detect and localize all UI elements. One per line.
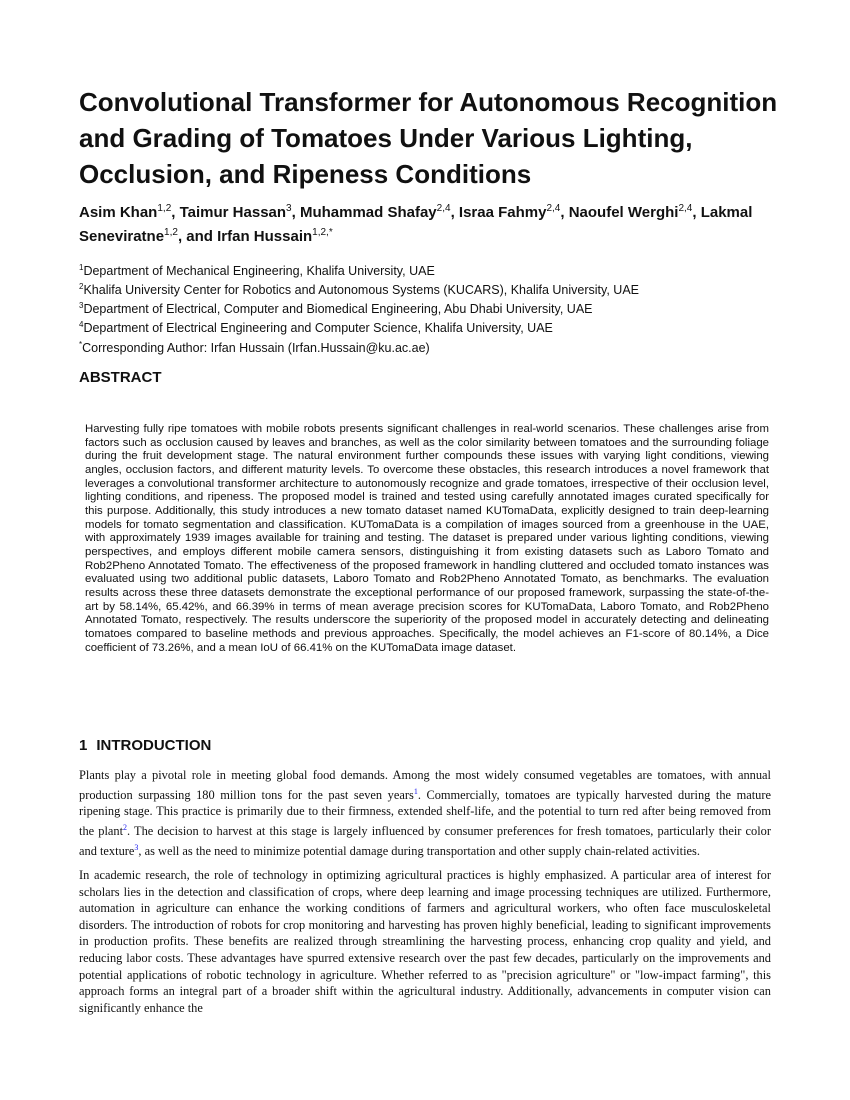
section-number: 1 [79,737,88,754]
arxiv-identifier-stamp [20,310,64,780]
author-affiliation-mark: 1,2,* [312,227,333,238]
author-separator: , [171,204,180,221]
abstract-heading: ABSTRACT [79,369,162,386]
introduction-paragraph-1 [79,767,771,859]
affiliation-text: Department of Mechanical Engineering, Khalifa University, UAE [83,264,435,279]
affiliation-item [79,337,779,356]
affiliation-text: Department of Electrical Engineering and Computer Science, Khalifa University, UAE [83,321,553,336]
author-name: Israa Fahmy [458,204,547,221]
affiliation-mark: 4 [79,320,84,330]
author-name: Lakmal Seneviratne [79,204,753,245]
affiliation-text: Khalifa University Center for Robotics and Autonomous Systems (KUCARS), Khalifa University, UAE [83,283,639,298]
author-affiliation-mark: 2,4 [436,203,451,214]
author-separator: , [450,204,459,221]
paragraph-text: . The decision to harvest at this stage is largely influenced by consumer preferences for fresh tomatoes, particularly their color and texture [79,824,771,858]
author-separator: , [291,204,300,221]
author-name: Asim Khan [79,204,158,221]
author-name: Taimur Hassan [179,204,287,221]
author-name: Irfan Hussain [217,228,313,245]
author-list [79,199,789,247]
section-title: INTRODUCTION [96,737,212,754]
citation-link[interactable]: 3 [134,842,139,852]
affiliation-item [79,317,779,336]
author-separator: , and [177,228,218,245]
author-separator: , [560,204,569,221]
affiliation-mark: * [79,339,83,349]
author-name: Naoufel Werghi [568,204,679,221]
citation-link[interactable]: 2 [123,822,128,832]
citation-link[interactable]: 1 [413,786,418,796]
paragraph-text: Plants play a pivotal role in meeting global food demands. Among the most widely consumed vegetables are tomatoes, with annual production surpassing 180 million tons for the past seven years [79,768,771,802]
affiliation-item [79,298,779,317]
affiliation-mark: 3 [79,301,84,311]
author-affiliation-mark: 1,2 [164,227,178,238]
affiliation-mark: 2 [79,282,84,292]
affiliation-text: Department of Electrical, Computer and Biomedical Engineering, Abu Dhabi University, UAE [83,302,593,317]
introduction-paragraph-2: In academic research, the role of technology in optimizing agricultural practices is highly emphasized. A particular area of interest for scholars lies in the detection and classification of crops, where deep learning and image processing techniques are utilized. Furthermore, automation in agriculture can enhance the working conditions of farmers and agricultural workers, who often face musculoskeletal disorders. The introduction of robots for crop monitoring and harvesting has proven highly beneficial, leading to significant improvements in production profits. These benefits are realized through streamlining the harvesting process, enhancing crop quality and yield, and reducing labor costs. These advantages have spurred extensive research over the past few decades, particularly on the improvements and potential applications of robotic technology in agriculture. Whether referred to as "precision agriculture" or "low-impact farming", this approach forms an integral part of a broader shift within the agricultural industry. Additionally, advancements in computer vision can significantly enhance the [79,868,771,1015]
author-affiliation-mark: 1,2 [157,203,172,214]
author-affiliation-mark: 3 [286,203,292,214]
paper-title: Convolutional Transformer for Autonomous Recognition and Grading of Tomatoes Under Various Lighting, Occlusion, and Ripeness Conditions [79,87,778,189]
affiliation-text: Corresponding Author: Irfan Hussain (Irfan.Hussain@ku.ac.ae) [82,340,430,355]
paragraph-text: . Commercially, tomatoes are typically harvested during the mature ripening stage. This practice is primarily due to their firmness, extended shelf-life, and the potential to turn red after being removed from the plant [79,787,771,839]
section-heading-introduction [79,737,211,754]
affiliation-item [79,279,779,298]
author-affiliation-mark: 2,4 [678,203,693,214]
author-name: Muhammad Shafay [299,204,437,221]
abstract-body: Harvesting fully ripe tomatoes with mobile robots presents significant challenges in real-world scenarios. These challenges arise from factors such as occlusion caused by leaves and branches, as well as the color similarity between tomatoes and the surrounding foliage during the fruit development stage. The natural environment further compounds these issues with varying light conditions, viewing angles, occlusion factors, and different maturity levels. To overcome these obstacles, this research introduces a novel framework that leverages a convolutional transformer architecture to autonomously recognize and grade tomatoes, irrespective of their occlusion level, lighting conditions, and ripeness. The proposed model is trained and tested using carefully annotated images curated specifically for this purpose. Additionally, this study introduces a new tomato dataset named KUTomaData, explicitly designed to train deep-learning models for tomato segmentation and classification. KUTomaData is a compilation of images sourced from a greenhouse in the UAE, with approximately 1939 images available for training and testing. The dataset is prepared under various lighting conditions, viewing perspectives, and employs different mobile camera sensors, distinguishing it from existing datasets such as Laboro Tomato and Rob2Pheno Annotated Tomato. The effectiveness of the proposed framework in handling cluttered and occluded tomato instances was evaluated using two additional public datasets, Laboro Tomato and Rob2Pheno Annotated Tomato, as benchmarks. The evaluation results across these three datasets demonstrate the exceptional performance of our proposed framework, surpassing the state-of-the-art by 58.14%, 65.42%, and 66.39% in terms of mean average precision scores for KUTomaData, Laboro Tomato, and Rob2Pheno Annotated Tomato, respectively. The results underscore the superiority of the proposed model in accurately detecting and delineating tomatoes compared to baseline methods and previous approaches. Specifically, the model achieves an F1-score of 80.14%, a Dice coefficient of 73.26%, and a mean IoU of 66.41% on the KUTomaData image dataset. [85,423,769,654]
affiliation-list [79,260,779,356]
paragraph-text: , as well as the need to minimize potential damage during transportation and other supply chain-related activities. [138,843,700,858]
affiliation-item [79,260,779,279]
affiliation-mark: 1 [79,263,84,272]
author-affiliation-mark: 2,4 [546,203,561,214]
author-separator: , [692,204,701,221]
